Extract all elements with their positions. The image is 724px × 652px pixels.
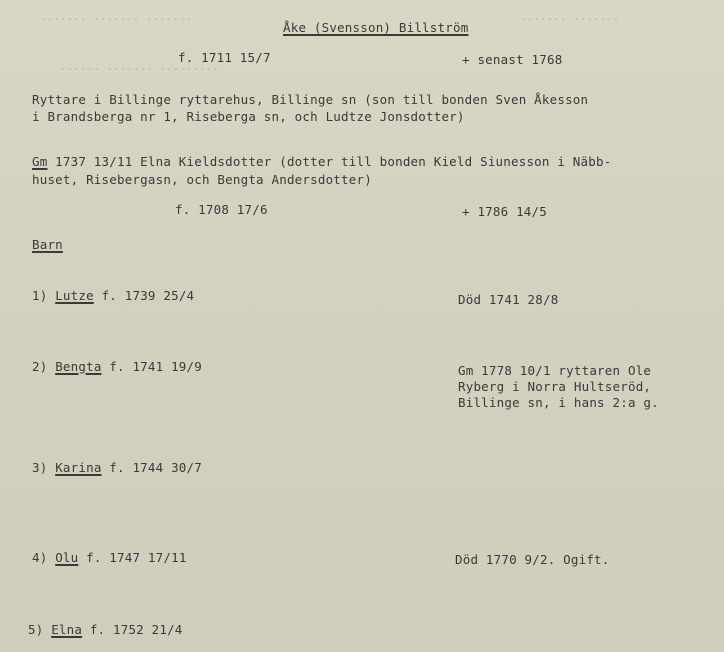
bleed-through-text: ....... ....... — [520, 10, 620, 23]
child-note: Död 1741 28/8 — [458, 292, 559, 307]
bleed-through-text: ......... ....... ...... — [60, 60, 219, 73]
child-number: 5) — [28, 622, 44, 637]
child-birth: f. 1741 19/9 — [109, 359, 202, 374]
person-name: Åke (Svensson) Billström — [283, 20, 469, 35]
child-note: Död 1770 9/2. Ogift. — [455, 552, 610, 567]
child-entry — [28, 622, 183, 638]
child-name: Lutze — [55, 288, 94, 303]
children-heading: Barn — [32, 237, 63, 252]
child-birth: f. 1752 21/4 — [89, 622, 183, 637]
death-date: + senast 1768 — [462, 52, 563, 67]
child-name: Karina — [55, 460, 102, 475]
intro-line-1: Ryttare i Billinge ryttarehus, Billinge sn (son till bonden Sven Åkesson — [32, 92, 589, 107]
spouse-birth-date: f. 1708 17/6 — [175, 202, 268, 217]
birth-date: f. 1711 15/7 — [178, 50, 271, 65]
child-note: Ryberg i Norra Hultseröd, — [458, 379, 652, 394]
spouse-death-date: + 1786 14/5 — [462, 204, 547, 219]
child-number: 1) — [32, 288, 48, 303]
child-birth: f. 1747 17/11 — [86, 550, 187, 565]
child-number: 4) — [32, 550, 48, 565]
child-birth: f. 1739 25/4 — [101, 288, 195, 303]
child-note: Billinge sn, i hans 2:a g. — [458, 395, 659, 410]
child-entry — [32, 550, 187, 566]
marriage-line-1 — [32, 154, 611, 170]
child-entry — [32, 359, 202, 375]
marriage-text: 1737 13/11 Elna Kieldsdotter (dotter till bonden Kield Siunesson i Näbb- — [47, 154, 612, 169]
child-entry — [32, 460, 202, 476]
intro-line-2: i Brandsberga nr 1, Riseberga sn, och Ludtze Jonsdotter) — [32, 109, 465, 124]
bleed-through-text: ....... ....... ....... — [40, 10, 193, 23]
child-name: Elna — [51, 622, 83, 637]
child-birth: f. 1744 30/7 — [109, 460, 202, 475]
marriage-label: Gm — [32, 154, 48, 169]
child-name: Bengta — [55, 359, 102, 374]
child-number: 2) — [32, 359, 48, 374]
marriage-line-2: huset, Risebergasn, och Bengta Andersdotter) — [32, 172, 372, 187]
child-note: Gm 1778 10/1 ryttaren Ole — [458, 363, 652, 378]
child-entry — [32, 288, 194, 304]
child-number: 3) — [32, 460, 48, 475]
child-name: Olu — [55, 550, 79, 565]
